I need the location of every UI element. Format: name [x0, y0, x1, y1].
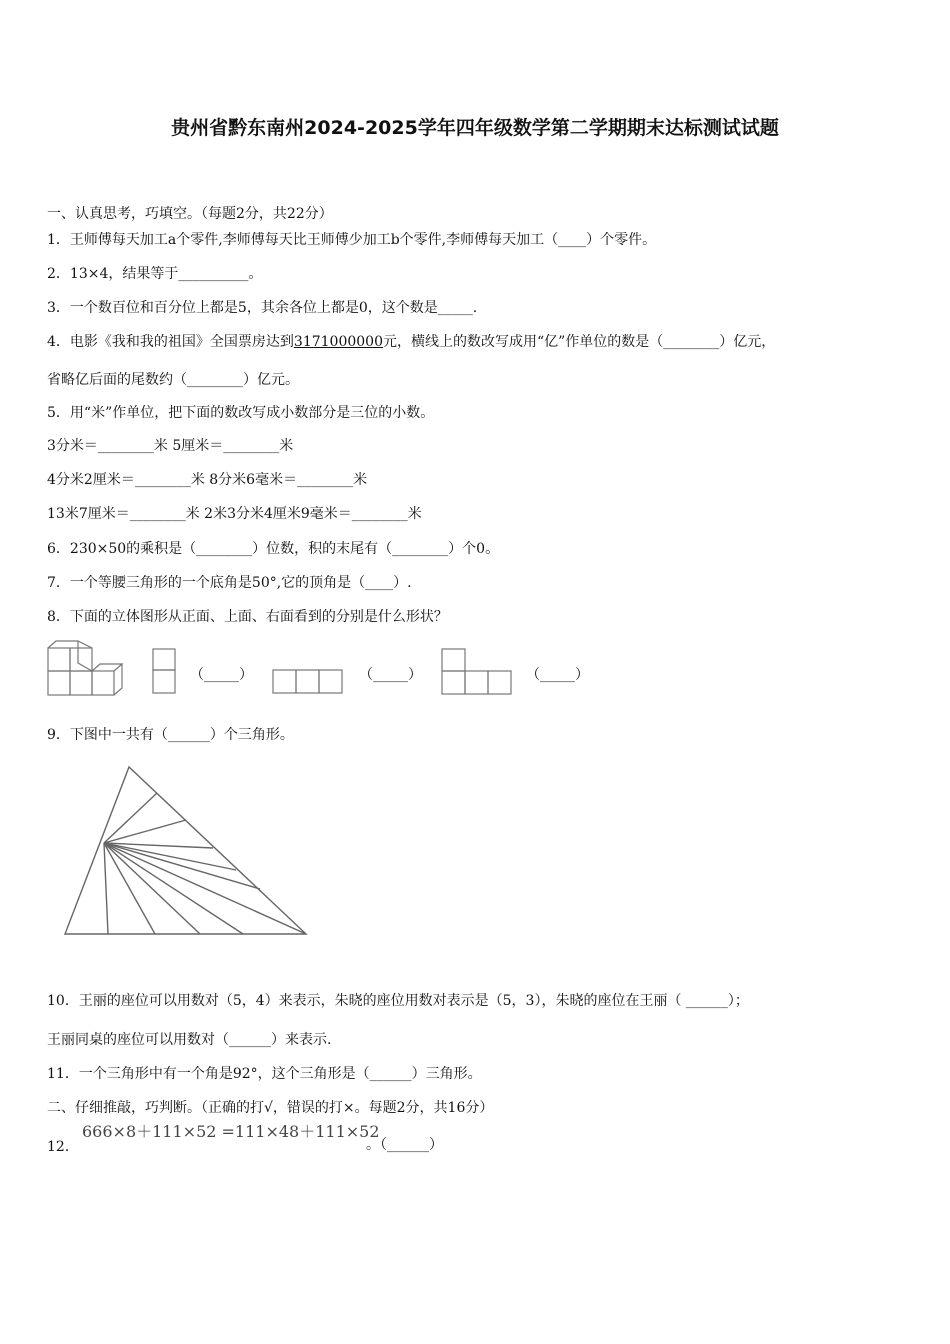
question-5-row3: 13米7厘米＝________米 2米3分米4厘米9毫米＝________米: [47, 506, 422, 522]
question-9: 9．下图中一共有（______）个三角形。: [47, 727, 294, 743]
section2-heading: 二、仔细推敲，巧判断。（正确的打√，错误的打×。每题2分，共16分）: [47, 1100, 494, 1116]
question-5-row1: 3分米＝________米 5厘米＝________米: [47, 438, 294, 454]
question-12-blank: 。（______）: [366, 1137, 443, 1153]
question-10-line1: 10．王丽的座位可以用数对（5，4）来表示，朱晓的座位用数对表示是（5，3），朱晓的座位在王丽（ ______）；: [47, 993, 749, 1009]
question-11: 11．一个三角形中有一个角是92°，这个三角形是（______）三角形。: [47, 1066, 482, 1082]
top-view: [271, 668, 345, 696]
question-12-number: 12．: [47, 1139, 79, 1155]
question-3: 3．一个数百位和百分位上都是5，其余各位上都是0，这个数是_____.: [47, 300, 478, 316]
front-view: [151, 647, 179, 695]
triangle-figure: [60, 762, 316, 942]
question-6: 6．230×50的乘积是（________）位数，积的末尾有（________）个0。: [47, 541, 500, 557]
page-title: 贵州省黔东南州2024-2025学年四年级数学第二学期期末达标测试试题: [171, 117, 779, 139]
question-12-formula: 666×8＋111×52 =111×48＋111×52: [82, 1122, 380, 1141]
question-5-stem: 5．用“米”作单位，把下面的数改写成小数部分是三位的小数。: [47, 405, 435, 421]
question-10-line2: 王丽同桌的座位可以用数对（______）来表示.: [47, 1032, 332, 1048]
top-view-blank: （_____）: [359, 667, 422, 683]
question-2: 2．13×4，结果等于__________。: [47, 266, 263, 282]
right-view: [440, 647, 514, 697]
front-view-blank: （_____）: [190, 667, 253, 683]
question-4-line2: 省略亿后面的尾数约（________）亿元。: [47, 372, 299, 388]
question-4-suffix: 元，横线上的数改写成用“亿”作单位的数是（________）亿元，: [382, 334, 776, 350]
question-1: 1．王师傅每天加工a个零件,李师傅每天比王师傅少加工b个零件,李师傅每天加工（____）个零件。: [47, 232, 657, 248]
question-4: [47, 331, 775, 351]
question-7: 7．一个等腰三角形的一个底角是50°,它的顶角是（____）.: [47, 575, 412, 591]
right-view-blank: （_____）: [526, 667, 589, 683]
question-4-prefix: 4．电影《我和我的祖国》全国票房达到: [47, 334, 294, 350]
question-4-number: 3171000000: [293, 334, 383, 350]
solid-figure: [47, 640, 129, 698]
question-8-stem: 8．下面的立体图形从正面、上面、右面看到的分别是什么形状？: [47, 609, 448, 625]
section1-heading: 一、认真思考，巧填空。（每题2分，共22分）: [47, 206, 333, 222]
question-5-row2: 4分米2厘米＝________米 8分米6毫米＝________米: [47, 472, 368, 488]
